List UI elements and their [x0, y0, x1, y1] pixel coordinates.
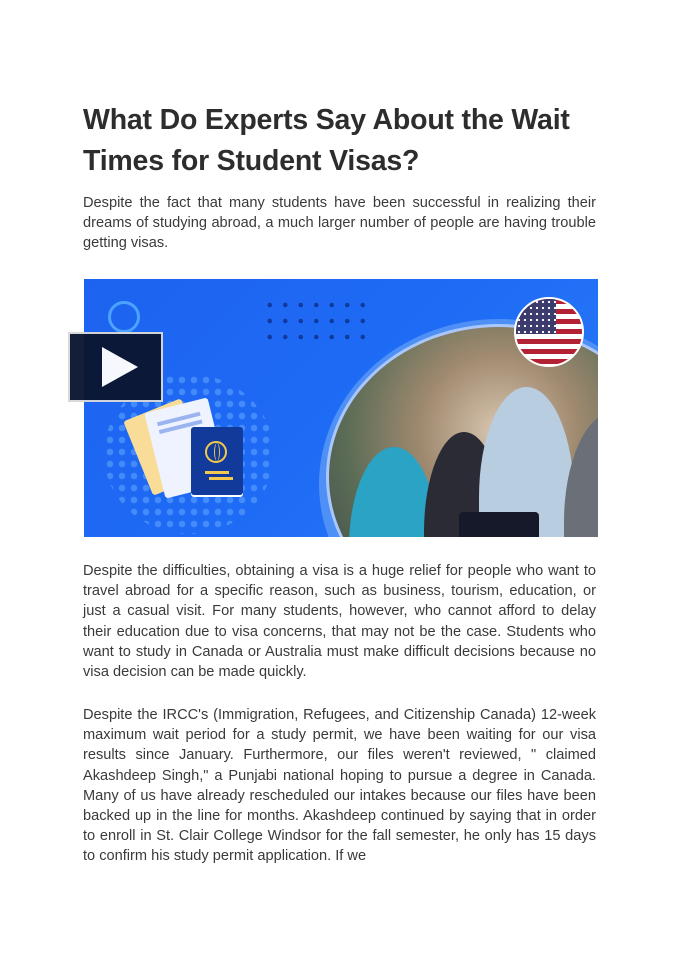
- body-paragraph-3: Despite the IRCC's (Immigration, Refugees, and Citizenship Canada) 12-week maximum wait period for a study permit, we have been waiting for our visa results since January. Furthermore, our files weren't reviewed, " claimed Akashdeep Singh," a Punjabi national hoping to pursue a degree in Canada. Many of us have already rescheduled our intakes because our files have been backed up in the line for months. Akashdeep continued by saying that in order to enroll in St. Clair College Windsor for the fall semester, he only has 15 days to confirm his study permit application. If we: [83, 707, 596, 865]
- body-paragraph-2: Despite the difficulties, obtaining a visa is a huge relief for people who want to travel abroad for a specific reason, such as business, tourism, education, or just a casual visit. For many students, however, who cannot afford to delay their education due to visa concerns, that may not be the case. Students who want to study in Canada or Australia must make difficult decisions because no visa decision can be made quickly.: [83, 563, 596, 681]
- globe-icon: [205, 441, 227, 463]
- play-icon: [102, 347, 138, 387]
- dot-pattern: [262, 297, 367, 342]
- hero-banner-image: [84, 279, 598, 537]
- us-flag-icon: [514, 297, 584, 367]
- play-video-button[interactable]: [68, 332, 163, 402]
- article-title: What Do Experts Say About the Wait Times for Student Visas?: [83, 104, 570, 177]
- laptop: [459, 512, 539, 537]
- flag-canton: [516, 299, 556, 334]
- passport-icon: [191, 427, 243, 495]
- passport-line: [205, 471, 229, 474]
- intro-paragraph: Despite the fact that many students have been successful in realizing their dreams of studying abroad, a much larger number of people are having trouble getting visas.: [83, 195, 596, 252]
- lightbulb-icon: [108, 301, 140, 333]
- student-figure: [564, 412, 598, 537]
